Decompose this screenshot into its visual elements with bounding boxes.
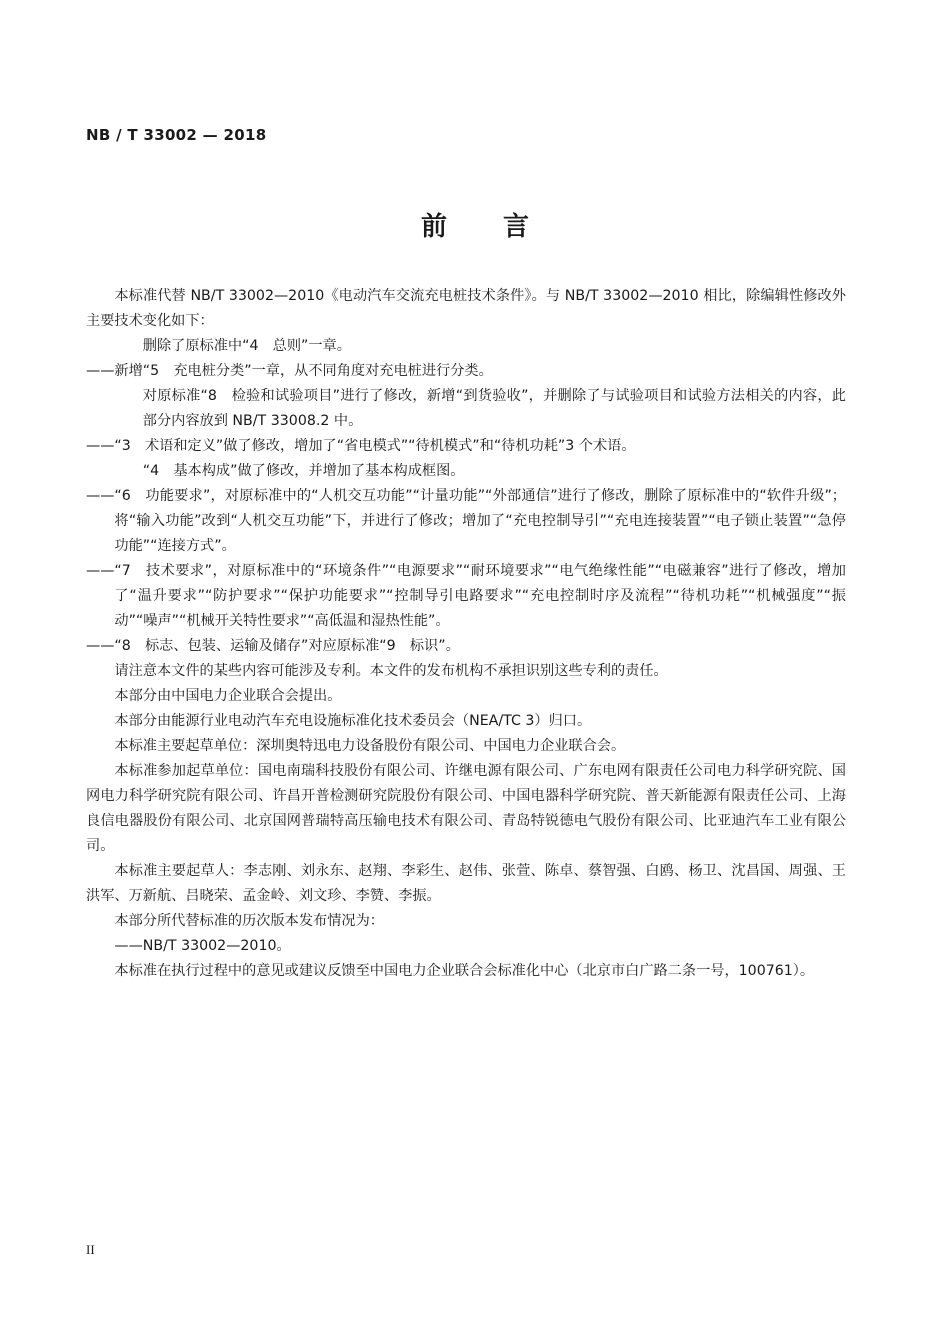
paragraph-main-drafters: 本标准主要起草单位：深圳奥特迅电力设备股份有限公司、中国电力企业联合会。 (114, 738, 626, 754)
foreword-body (86, 284, 846, 984)
list-item-ch3-terms: ——“3 术语和定义”做了修改，增加了“省电模式”“待机模式”和“待机功耗”3 个术语。 (86, 438, 636, 454)
list-item-ch4-basic: “4 基本构成”做了修改，并增加了基本构成框图。 (142, 463, 465, 479)
paragraph-history-item: ——NB/T 33002—2010。 (114, 938, 291, 954)
paragraph-history-intro: 本部分所代替标准的历次版本发布情况为： (114, 913, 384, 929)
paragraph-proposer: 本部分由中国电力企业联合会提出。 (114, 688, 342, 704)
paragraph-intro: 本标准代替 NB/T 33002—2010《电动汽车交流充电桩技术条件》。与 NB/T 33002—2010 相比，除编辑性修改外主要技术变化如下： (86, 288, 846, 329)
list-item-ch7-technical: ——“7 技术要求”，对原标准中的“环境条件”“电源要求”“耐环境要求”“电气绝缘性能”“电磁兼容”进行了修改，增加了“温升要求”“防护要求”“保护功能要求”“控制导引电路要求”“充电控制时序及流程”“待机功耗”“机械强度”“振动”“噪声”“机械开关特性要求”“高低温和湿热性能”。 (86, 563, 846, 629)
paragraph-drafters-names: 本标准主要起草人：李志刚、刘永东、赵翔、李彩生、赵伟、张萱、陈卓、蔡智强、白鸥、杨卫、沈昌国、周强、王洪军、万新航、吕晓荣、孟金岭、刘文珍、李赞、李振。 (86, 863, 846, 904)
paragraph-committee: 本部分由能源行业电动汽车充电设施标准化技术委员会（NEA/TC 3）归口。 (114, 713, 592, 729)
document-id-header: NB / T 33002 — 2018 (86, 126, 267, 144)
list-item-deleted-ch4: 删除了原标准中“4 总则”一章。 (142, 338, 351, 354)
list-item-ch8-marking: ——“8 标志、包装、运输及储存”对应原标准“9 标识”。 (86, 638, 460, 654)
paragraph-participants: 本标准参加起草单位：国电南瑞科技股份有限公司、许继电源有限公司、广东电网有限责任公司电力科学研究院、国网电力科学研究院有限公司、许昌开普检测研究院股份有限公司、中国电器科学研究院、普天新能源有限责任公司、上海良信电器股份有限公司、北京国网普瑞特高压输电技术有限公司、青岛特锐德电气股份有限公司、比亚迪汽车工业有限公司。 (86, 763, 846, 854)
list-item-ch8-test: 对原标准“8 检验和试验项目”进行了修改，新增“到货验收”，并删除了与试验项目和试验方法相关的内容，此部分内容放到 NB/T 33008.2 中。 (142, 388, 846, 429)
list-item-new-ch5: ——新增“5 充电桩分类”一章，从不同角度对充电桩进行分类。 (86, 363, 493, 379)
list-item-ch6-functions: ——“6 功能要求”，对原标准中的“人机交互功能”“计量功能”“外部通信”进行了修改，删除了原标准中的“软件升级”；将“输入功能”改到“人机交互功能”下，并进行了修改；增加了“充电控制导引”“充电连接装置”“电子锁止装置”“急停功能”“连接方式”。 (86, 488, 846, 554)
paragraph-patent-notice: 请注意本文件的某些内容可能涉及专利。本文件的发布机构不承担识别这些专利的责任。 (114, 663, 668, 679)
paragraph-feedback: 本标准在执行过程中的意见或建议反馈至中国电力企业联合会标准化中心（北京市白广路二条一号，100761）。 (114, 963, 815, 979)
page-number: II (86, 1242, 95, 1257)
page-title: 前言 (420, 212, 585, 242)
